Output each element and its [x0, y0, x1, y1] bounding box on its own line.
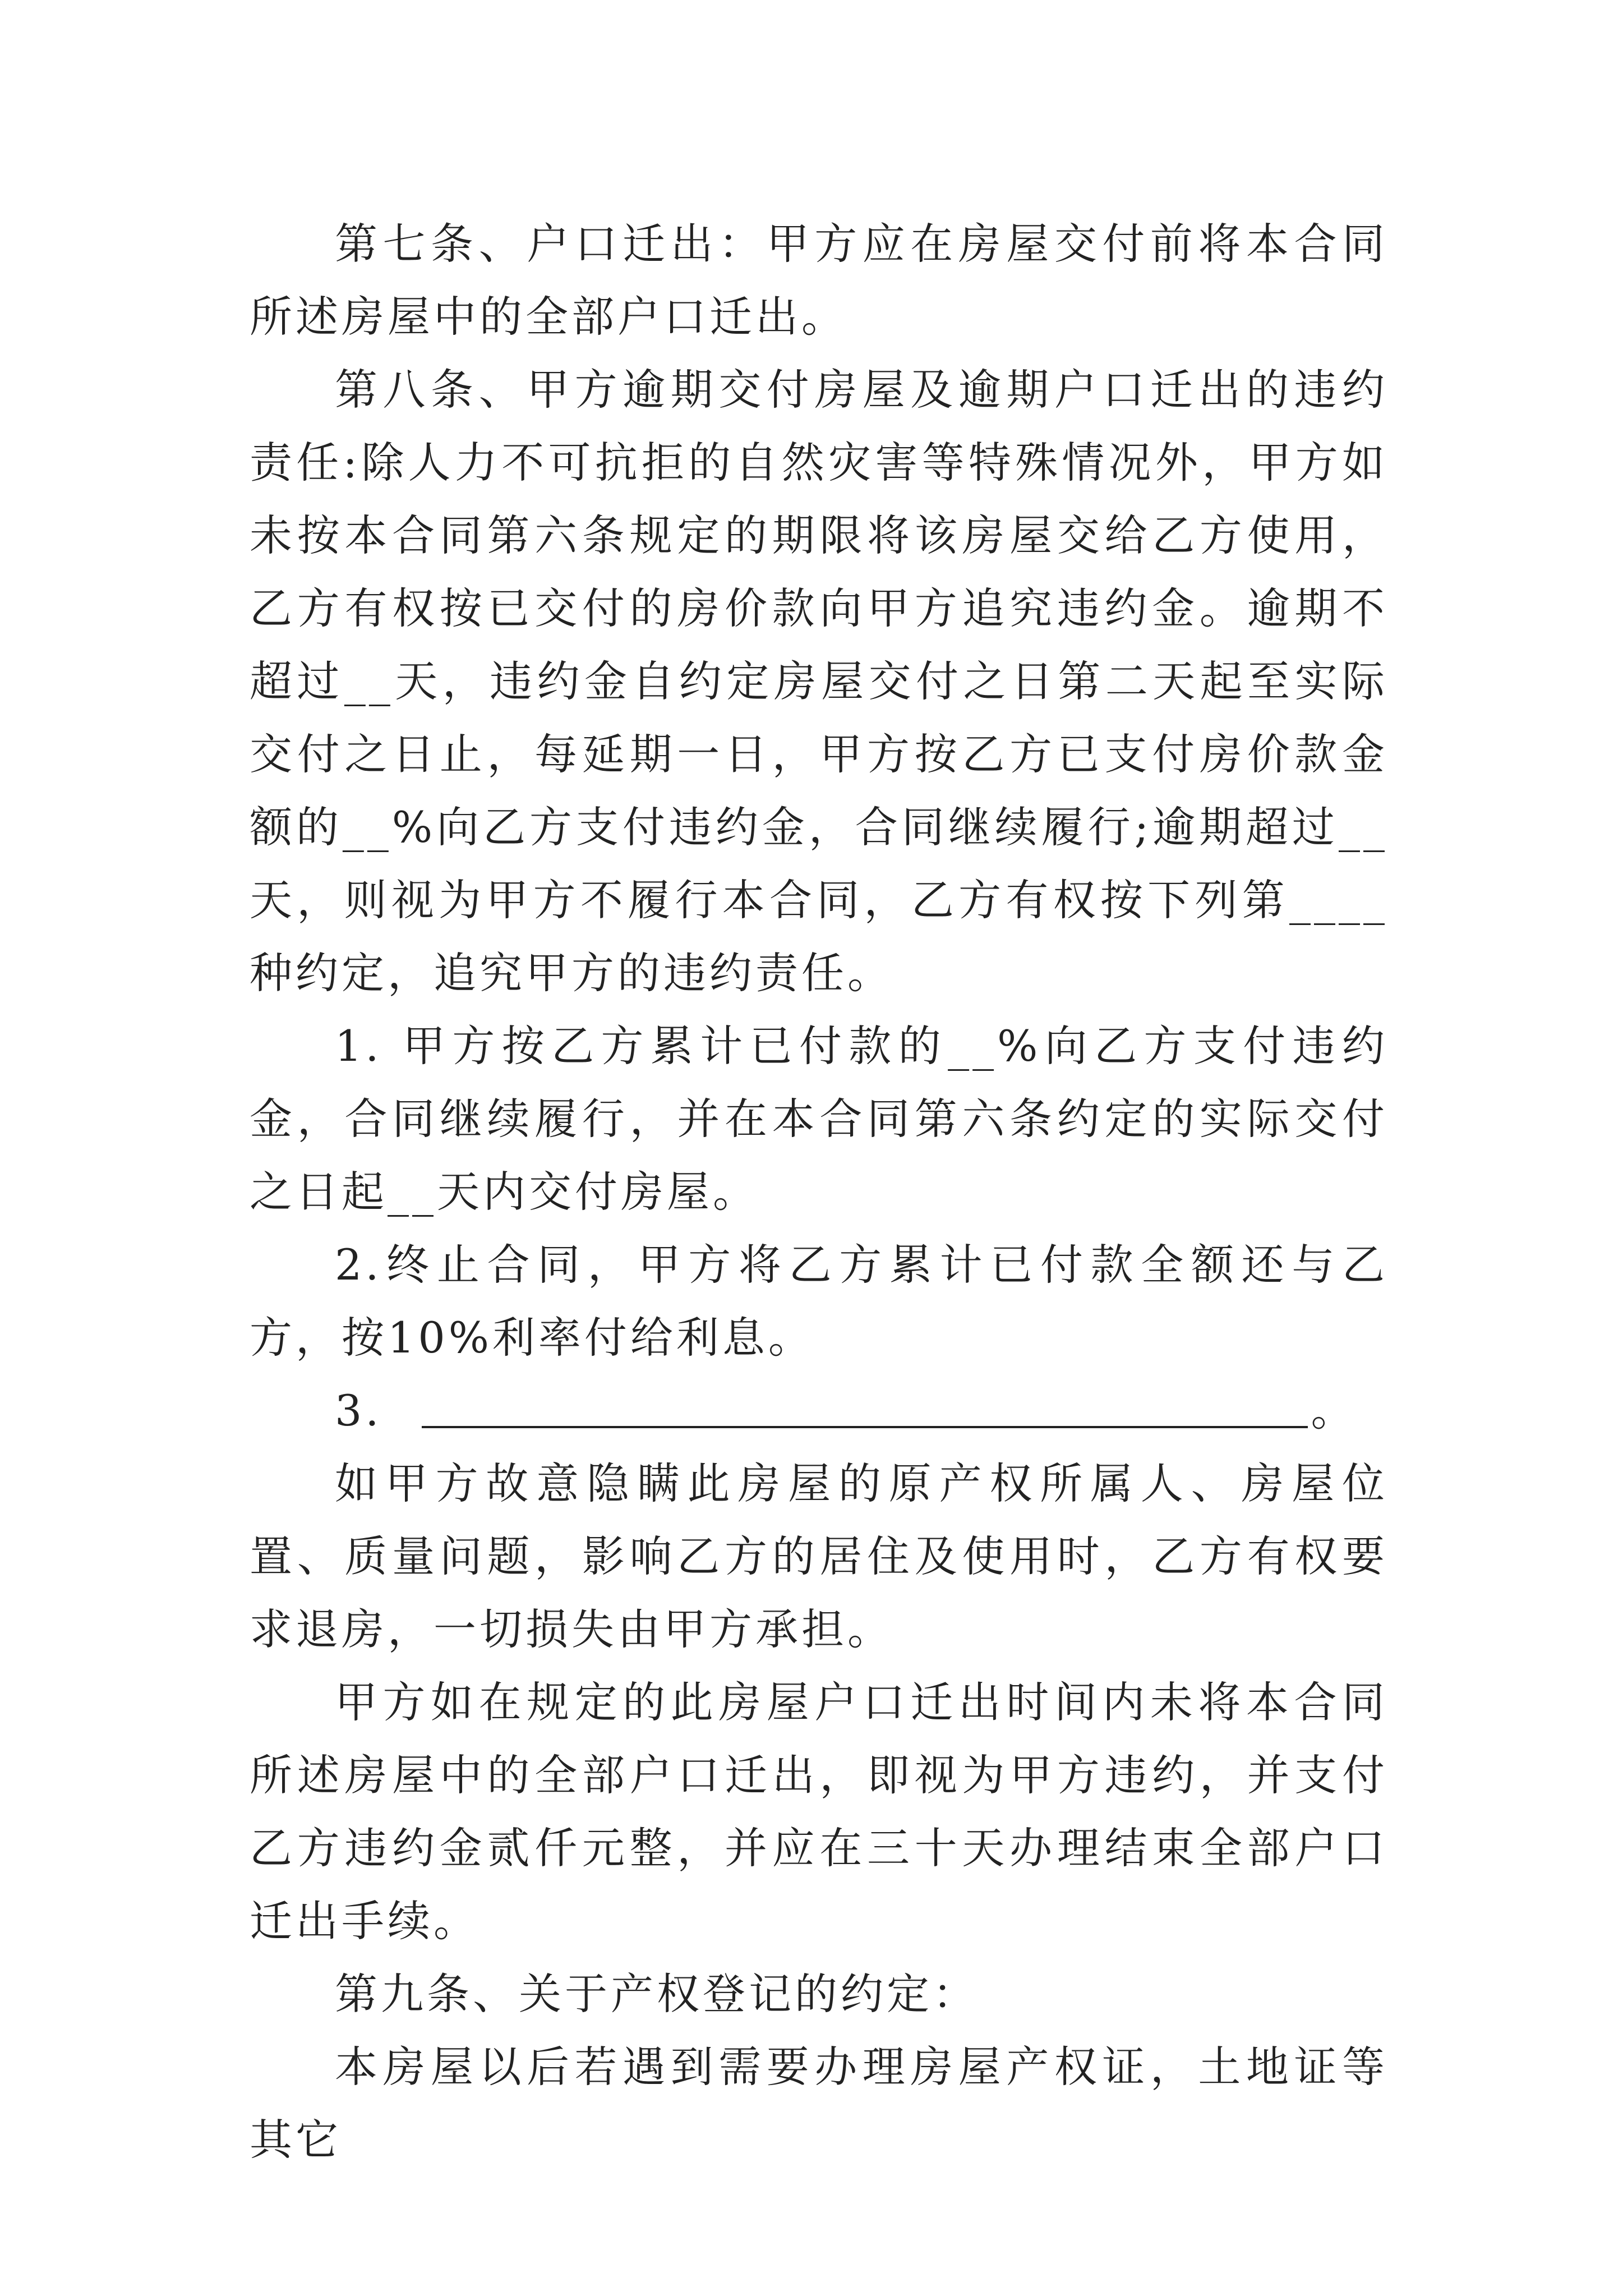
article-9-heading: 第九条、关于产权登记的约定：	[335, 1969, 979, 2019]
article-8-paragraph: 第八条、甲方逾期交付房屋及逾期户口迁出的违约责任:除人力不可抗拒的自然灾害等特殊情况外，甲方如未按本合同第六条规定的期限将该房屋交给乙方使用，乙方有权按已交付的房价款向甲方追究违约金。逾期不超过__天，违约金自约定房屋交付之日第二天起至实际交付之日止，每延期一日，甲方按乙方已支付房价款金额的__%向乙方支付违约金，合同继续履行;逾期超过__天，则视为甲方不履行本合同，乙方有权按下列第____种约定，追究甲方的违约责任。	[250, 365, 1388, 998]
clause-3-blank	[422, 1391, 1308, 1428]
hukou-penalty-paragraph: 甲方如在规定的此房屋户口迁出时间内未将本合同所述房屋中的全部户口迁出，即视为甲方违约，并支付乙方违约金贰仟元整，并应在三十天办理结束全部户口迁出手续。	[250, 1677, 1388, 1946]
clause-1-paragraph: 1. 甲方按乙方累计已付款的__%向乙方支付违约金，合同继续履行，并在本合同第六条约定的实际交付之日起__天内交付房屋。	[250, 1021, 1388, 1217]
clause-3-end: 。	[1311, 1386, 1357, 1435]
concealment-paragraph: 如甲方故意隐瞒此房屋的原产权所属人、房屋位置、质量问题，影响乙方的居住及使用时，乙方有权要求退房，一切损失由甲方承担。	[250, 1458, 1388, 1654]
article-9-paragraph: 本房屋以后若遇到需要办理房屋产权证，土地证等其它	[250, 2042, 1388, 2165]
clause-3-line	[250, 1374, 1388, 1447]
document-body	[250, 208, 1388, 2177]
article-7-paragraph: 第七条、户口迁出：甲方应在房屋交付前将本合同所述房屋中的全部户口迁出。	[250, 219, 1388, 342]
clause-2-paragraph: 2.终止合同，甲方将乙方累计已付款全额还与乙方，按10%利率付给利息。	[250, 1240, 1388, 1363]
clause-3-number: 3.	[335, 1386, 382, 1435]
